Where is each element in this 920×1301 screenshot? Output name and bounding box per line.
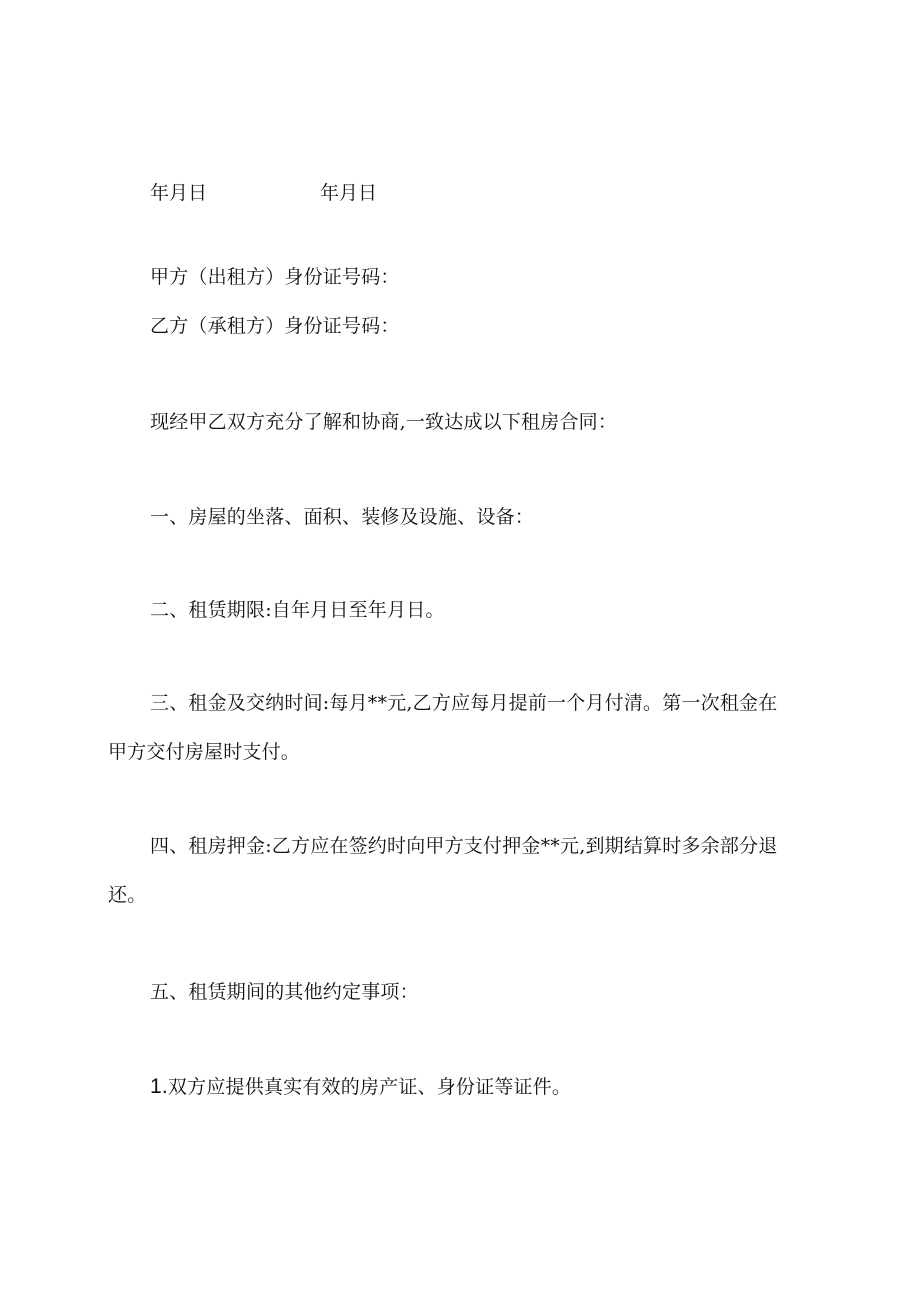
item-1 — [150, 1075, 571, 1099]
item-1-text: 双方应提供真实有效的房产证、身份证等证件。 — [167, 1076, 572, 1098]
item-1-number: 1. — [150, 1075, 168, 1098]
date-row — [150, 181, 450, 205]
date-right: 年月日 — [320, 182, 378, 204]
clause-3-line-1: 三、租金及交纳时间:每月**元,乙方应每月提前一个月付清。第一次租金在 — [150, 692, 778, 714]
clause-4-line-2: 还。 — [108, 884, 147, 906]
clause-2: 二、租赁期限:自年月日至年月日。 — [150, 599, 445, 621]
clause-5: 五、租赁期间的其他约定事项： — [150, 981, 419, 1003]
clause-3-line-2: 甲方交付房屋时支付。 — [108, 741, 301, 763]
intro-paragraph: 现经甲乙双方充分了解和协商,一致达成以下租房合同： — [150, 411, 618, 433]
party-b-line: 乙方（承租方）身份证号码： — [150, 315, 400, 337]
party-a-line: 甲方（出租方）身份证号码： — [150, 266, 400, 288]
clause-1: 一、房屋的坐落、面积、装修及设施、设备： — [150, 506, 535, 528]
clause-4-line-1: 四、租房押金:乙方应在签约时向甲方支付押金**元,到期结算时多余部分退 — [150, 835, 778, 857]
date-left: 年月日 — [150, 182, 208, 204]
